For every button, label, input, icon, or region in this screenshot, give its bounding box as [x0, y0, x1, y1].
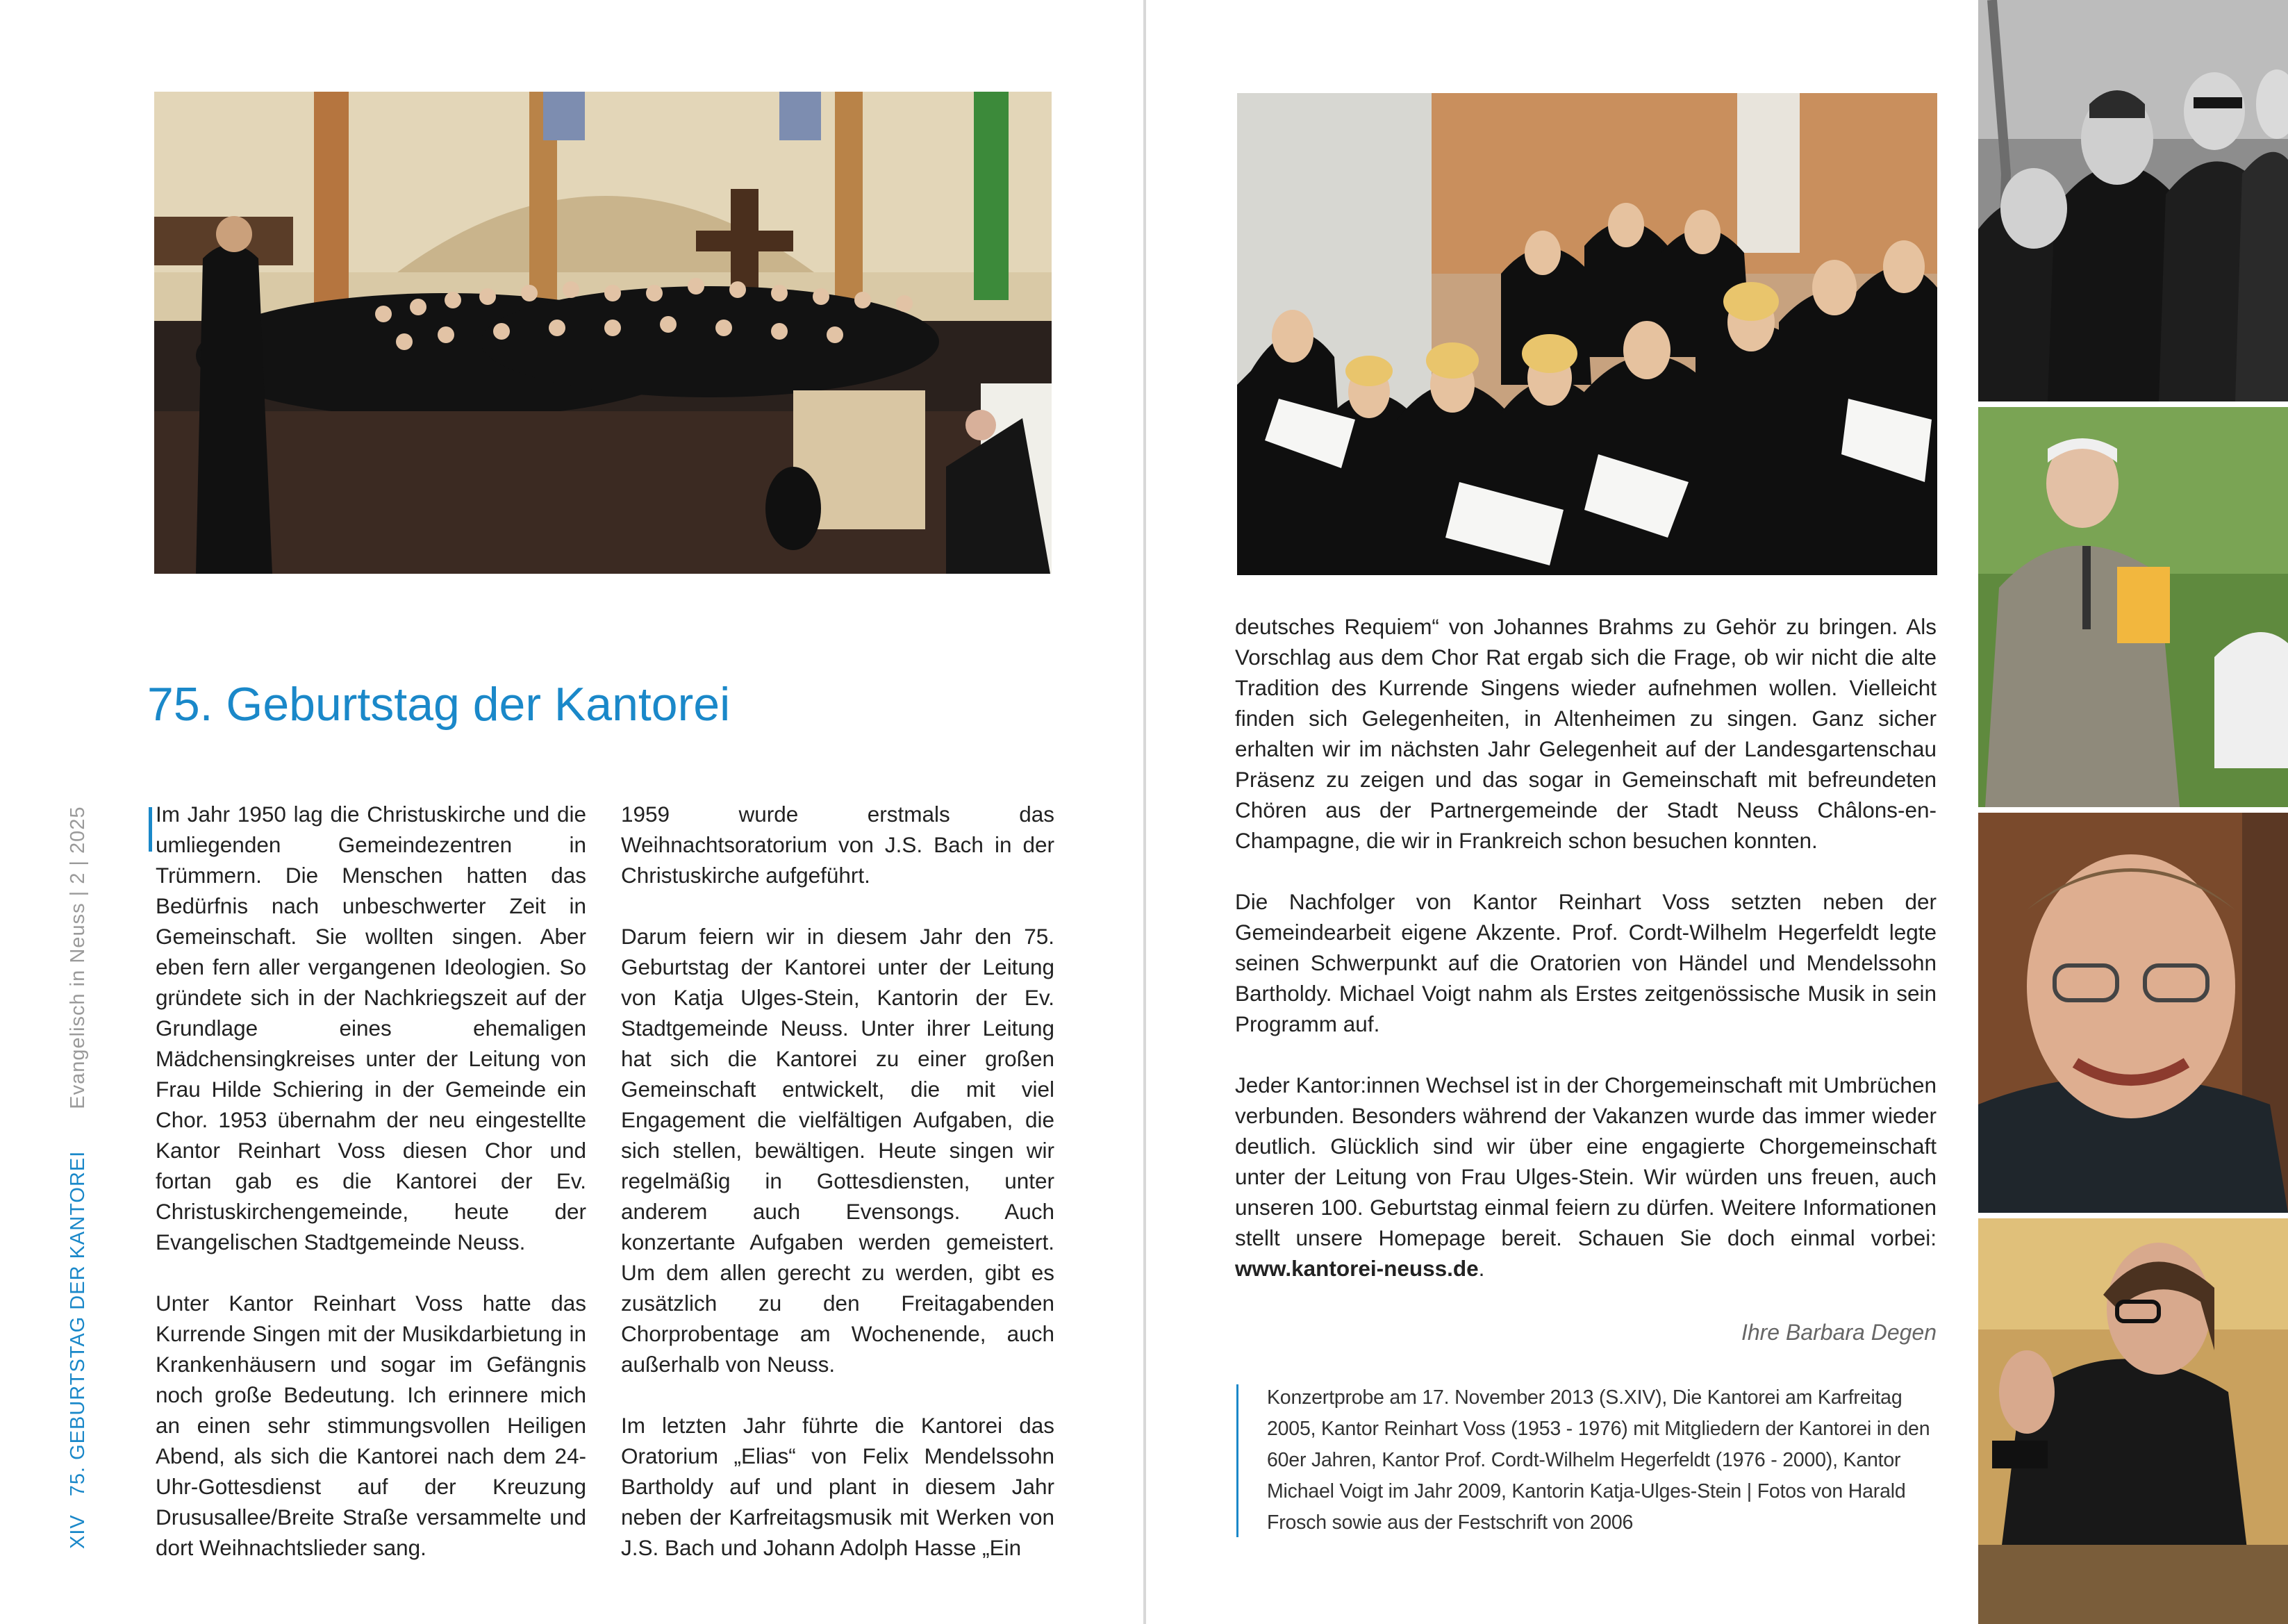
photo-voss-1960s	[1978, 0, 2288, 401]
article-column-middle	[621, 799, 1054, 1563]
photo-katja-ulges-stein	[1978, 1218, 2288, 1624]
photo-concert-rehearsal	[154, 92, 1052, 574]
author-signature: Ihre Barbara Degen	[1741, 1320, 1937, 1345]
article-column-left	[156, 799, 586, 1563]
article-column-right	[1235, 611, 1937, 1284]
paragraph: Im letzten Jahr führte die Kantorei das Oratorium „Elias“ von Felix Mendelssohn Bartholdy auf und plant in diesem Jahr neben der Karfreitagsmusik mit Werken von J.S. Bach und Johann Adolph Hasse „Ein	[621, 1413, 1054, 1560]
photo-good-friday-choir	[1237, 93, 1937, 575]
website-link[interactable]: www.kantorei-neuss.de	[1235, 1256, 1479, 1281]
right-page	[1146, 0, 2288, 1624]
initial-accent-bar	[149, 807, 152, 852]
paragraph: Darum feiern wir in diesem Jahr den 75. Geburtstag der Kantorei unter der Leitung von Katja Ulges-Stein, Kantorin der Ev. Stadtgemeinde Neuss. Unter ihrer Leitung hat sich die Kantorei zu einer großen Gemeinschaft entwickelt, die mit viel Engagement die vielfältigen Aufgaben, die sich stellen, bewältigen. Heute singen wir regelmäßig in Gottesdiensten, unter anderem auch Evensongs. Auch konzertante Aufgaben werden gemeistert. Um dem allen gerecht zu werden, gibt es zusätzlich zu den Freitagabenden Chorprobentage am Wochenende, auch außerhalb von Neuss.	[621, 924, 1054, 1377]
page-number: XIV	[66, 1514, 89, 1549]
vertical-sidebar-label	[64, 806, 92, 1549]
paragraph: Unter Kantor Reinhart Voss hatte das Kurrende Singen mit der Musikdarbietung in Krankenhäusern und sogar im Gefängnis noch große Bedeutung. Ich erinnere mich an einen sehr stimmungsvollen Heiligen Abend, als sich die Kantorei nach dem 24-Uhr-Gottesdienst auf der Kreuzung Drususallee/Breite Straße versammelte und dort Weihnachtslieder sang.	[156, 1291, 586, 1560]
article-headline: 75. Geburtstag der Kantorei	[147, 678, 731, 731]
section-title: 75. GEBURTSTAG DER KANTOREI	[66, 1150, 89, 1497]
paragraph: deutsches Requiem“ von Johannes Brahms zu Gehör zu bringen. Als Vorschlag aus dem Chor Rat ergab sich die Frage, ob wir nicht die alte Tradition des Kurrende Singens wieder aufnehmen wollen. Vielleicht finden sich Gelegenheiten, in Altenheimen zu singen. Ganz sicher erhalten wir im nächsten Jahr Gelegenheit auf der Landesgartenschau Präsenz zu zeigen und das sogar in Gemeinschaft mit befreundeten Chören aus der Partnergemeinde der Stadt Neuss Châlons-en-Champagne, die wir in Frankreich schon besuchen konnten.	[1235, 614, 1937, 853]
caption-accent-bar	[1236, 1384, 1238, 1537]
paragraph-with-link	[1235, 1070, 1937, 1284]
photo-hegerfeldt	[1978, 407, 2288, 807]
magazine-issue: Evangelisch in Neuss | 2 | 2025	[66, 806, 89, 1109]
website-suffix: .	[1478, 1256, 1485, 1281]
paragraph: Die Nachfolger von Kantor Reinhart Voss setzten neben der Gemeindearbeit eigene Akzente. Prof. Cordt-Wilhelm Hegerfeldt legte seinen Schwerpunkt auf die Oratorien von Händel und Mendelssohn Bartholdy. Michael Voigt nahm als Erstes zeitgenössische Musik in sein Programm auf.	[1235, 889, 1937, 1036]
photo-caption: Konzertprobe am 17. November 2013 (S.XIV), Die Kantorei am Karfreitag 2005, Kantor Reinhart Voss (1953 - 1976) mit Mitgliedern der Kantorei in den 60er Jahren, Kantor Prof. Cordt-Wilhelm Hegerfeldt (1976 - 2000), Kantor Michael Voigt im Jahr 2009, Kantorin Katja-Ulges-Stein | Fotos von Harald Frosch sowie aus der Festschrift von 2006	[1267, 1386, 1930, 1534]
photo-michael-voigt	[1978, 813, 2288, 1213]
paragraph: 1959 wurde erstmals das Weihnachtsoratorium von J.S. Bach in der Christuskirche aufgeführt.	[621, 802, 1054, 888]
paragraph: Im Jahr 1950 lag die Christuskirche und die umliegenden Gemeindezentren in Trümmern. Die Menschen hatten das Bedürfnis nach unbeschwerter Zeit in Gemeinschaft. Sie wollten singen. Aber eben fern aller vergangenen Ideologien. So gründete sich in der Nachkriegszeit auf der Grundlage eines ehemaligen Mädchensingkreises unter der Leitung von Frau Hilde Schiering in der Gemeinde ein Chor. 1953 übernahm der neu eingestellte Kantor Reinhart Voss diesen Chor und fortan gab es die Kantorei der Ev. Christuskirchengemeinde, heute der Evangelischen Stadtgemeinde Neuss.	[156, 802, 586, 1254]
paragraph-text: Jeder Kantor:innen Wechsel ist in der Chorgemeinschaft mit Umbrüchen verbunden. Besonders während der Vakanzen wurde das immer wieder deutlich. Glücklich sind wir über eine engagierte Chorgemeinschaft unter der Leitung von Frau Ulges-Stein. Wir würden uns freuen, auch unseren 100. Geburtstag einmal feiern zu dürfen. Weitere Informationen stellt unsere Homepage bereit. Schauen Sie doch einmal vorbei:	[1235, 1072, 1937, 1250]
